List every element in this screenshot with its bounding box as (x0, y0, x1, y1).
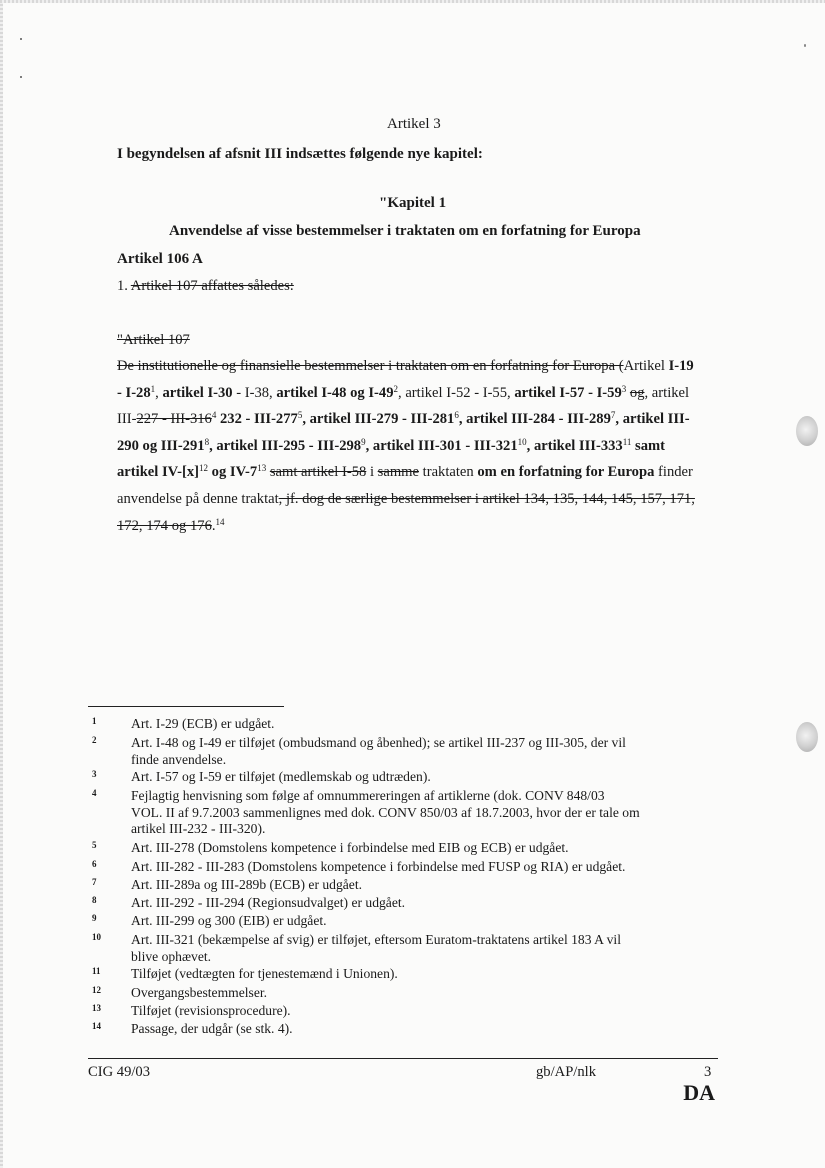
paragraph-line (117, 459, 717, 486)
point-1 (117, 278, 294, 295)
paragraph-line (117, 406, 717, 433)
footer-doc-ref: CIG 49/03 (88, 1064, 151, 1080)
text: traktaten (419, 464, 478, 481)
text: - I-38, (232, 384, 277, 401)
paragraph-line (117, 433, 717, 460)
text: , artikel (644, 384, 690, 401)
footnote-ref: 1 (150, 383, 156, 394)
chapter-title: "Kapitel 1 (379, 195, 447, 211)
paragraph-line (117, 353, 717, 380)
footnote-number: 2 (92, 735, 97, 745)
footnote-text: Tilføjet (vedtægten for tjenestemænd i Unionen). (131, 966, 398, 981)
bold-text: , artikel III-279 - III-281 (302, 411, 455, 428)
quoted-article-struck: "Artikel 107 (117, 332, 190, 348)
bold-text: , artikel III- (615, 411, 690, 428)
footnote-number: 3 (92, 769, 97, 779)
bold-text: 290 og III-291 (117, 437, 205, 454)
quoted-article-heading (117, 332, 190, 349)
bold-text: artikel I-48 og I-49 (276, 384, 394, 401)
footnote-ref: 10 (517, 436, 527, 447)
footnote-number: 6 (92, 859, 97, 869)
footnote-number: 11 (92, 966, 101, 976)
bold-text: - I-28 (117, 384, 151, 401)
punch-hole (796, 722, 818, 752)
footnote-ref: 6 (454, 410, 459, 421)
bold-text: samt (631, 437, 666, 454)
footnote-number: 9 (92, 913, 97, 923)
footnote-text: artikel III-232 - III-320). (131, 821, 266, 836)
bold-text: om en forfatning for Europa (477, 464, 655, 481)
text: i (366, 464, 378, 481)
footnote-number: 5 (92, 840, 97, 850)
text: , artikel I-52 - I-55, (398, 384, 515, 401)
footnote-text: blive ophævet. (131, 948, 212, 964)
bold-text: artikel I-57 - I-59 (514, 384, 622, 401)
footnote-text: VOL. II af 9.7.2003 sammenlignes med dok. CONV 850/03 af 18.7.2003, hvor der er tale om (131, 804, 640, 820)
scan-edge (0, 0, 825, 3)
footnote-ref: 7 (610, 410, 616, 421)
bold-text: og IV-7 (208, 464, 258, 481)
main-paragraph (117, 353, 717, 539)
chapter-subtitle: Anvendelse af visse bestemmelser i traktaten om en forfatning for Europa (169, 223, 641, 239)
footnote-text: Passage, der udgår (se stk. 4). (131, 1021, 293, 1036)
footnote-number: 1 (92, 716, 97, 726)
bold-text: , artikel III-301 - III-321 (365, 437, 518, 454)
footer-page-number: 3 (704, 1064, 712, 1080)
footnote-text: Overgangsbestemmelser. (131, 985, 268, 1000)
footnote-text: Art. I-29 (ECB) er udgået. (131, 716, 275, 731)
footer-language: DA (683, 1080, 715, 1105)
footnote-text: Art. III-289a og III-289b (ECB) er udgået. (131, 877, 363, 892)
footnote-text: Art. III-292 - III-294 (Regionsudvalget) er udgået. (131, 895, 406, 910)
footnote-text: Fejlagtig henvisning som følge af omnummereringen af artiklerne (dok. CONV 848/03 (131, 788, 605, 803)
struck-text: samt artikel I-58 (269, 464, 367, 481)
footnote-text: Art. III-321 (bekæmpelse af svig) er tilføjet, eftersom Euratom-traktatens artikel 183 A vil (131, 932, 621, 947)
bold-text: artikel I-30 (162, 384, 233, 401)
footnote-ref: 3 (621, 383, 627, 394)
paragraph-line (117, 380, 717, 407)
footer-initials: gb/AP/nlk (536, 1064, 597, 1080)
footnote-number: 14 (92, 1021, 101, 1031)
bold-text: , artikel III-284 - III-289 (458, 411, 611, 428)
scan-speck (804, 44, 806, 47)
footnote-ref: 14 (215, 516, 225, 527)
struck-text: og (629, 384, 645, 401)
footnote-number: 4 (92, 788, 97, 798)
footnote-text: Art. III-282 - III-283 (Domstolens kompetence i forbindelse med FUSP og RIA) er udgået. (131, 859, 626, 874)
scan-edge (0, 0, 3, 1168)
footnote-separator (88, 706, 284, 707)
bold-text: , artikel III-295 - III-298 (209, 437, 362, 454)
footnote-number: 10 (92, 932, 101, 942)
footnote-text: Art. III-278 (Domstolens kompetence i forbindelse med EIB og ECB) er udgået. (131, 840, 569, 855)
scan-speck (20, 76, 22, 78)
footnote-number: 13 (92, 1003, 101, 1013)
footnote-ref: 9 (361, 436, 366, 447)
footnote-ref: 8 (204, 436, 210, 447)
text: III- (117, 411, 137, 428)
footnote-text: Art. I-48 og I-49 er tilføjet (ombudsmand og åbenhed); se artikel III-237 og III-305, der vil (131, 735, 626, 750)
bold-text: I-19 (668, 358, 694, 374)
footer-separator (88, 1058, 718, 1059)
struck-text: samme (377, 464, 419, 481)
text: Artikel (623, 358, 669, 374)
footnote-ref: 5 (297, 410, 303, 421)
intro-sentence: I begyndelsen af afsnit III indsættes følgende nye kapitel: (117, 146, 483, 162)
footnote-text: finde anvendelse. (131, 751, 227, 767)
article-heading: Artikel 3 (387, 116, 441, 132)
struck-text: De institutionelle og finansielle bestemmelser i traktaten om en forfatning for Europa ( (117, 358, 624, 374)
footnote-ref: 11 (622, 436, 632, 447)
footnote-number: 8 (92, 895, 97, 905)
footnote-ref: 4 (211, 410, 217, 421)
point-1-number: 1. (117, 278, 128, 294)
point-1-struck-text: Artikel 107 affattes således: (130, 278, 294, 294)
struck-text: 172, 174 og 176 (117, 517, 212, 534)
paragraph-line (117, 513, 717, 540)
punch-hole (796, 416, 818, 446)
footnote-text: Art. III-299 og 300 (EIB) er udgået. (131, 913, 327, 928)
text: finder (654, 464, 693, 481)
scan-speck (20, 38, 22, 40)
struck-text: , jf. dog de særlige bestemmelser i artikel 134, 135, 144, 145, 157, 171, (278, 490, 695, 507)
footnote-number: 7 (92, 877, 97, 887)
footnote-ref: 2 (393, 383, 399, 394)
text: , (155, 384, 163, 401)
text: . (211, 517, 216, 534)
text: anvendelse på denne traktat (117, 490, 279, 507)
footnote-ref: 13 (257, 463, 267, 474)
paragraph-line (117, 486, 717, 513)
footnote-ref: 12 (199, 463, 208, 474)
bold-text: artikel IV-[x] (117, 464, 199, 481)
footnote-number: 12 (92, 985, 101, 995)
bold-text: , artikel III-333 (526, 437, 623, 454)
bold-text: 232 - III-277 (216, 411, 298, 428)
struck-text: 227 - III-316 (136, 411, 212, 428)
article-106a-heading: Artikel 106 A (117, 251, 203, 267)
footnote-text: Art. I-57 og I-59 er tilføjet (medlemskab og udtræden). (131, 769, 431, 784)
footnote-text: Tilføjet (revisionsprocedure). (131, 1003, 291, 1018)
